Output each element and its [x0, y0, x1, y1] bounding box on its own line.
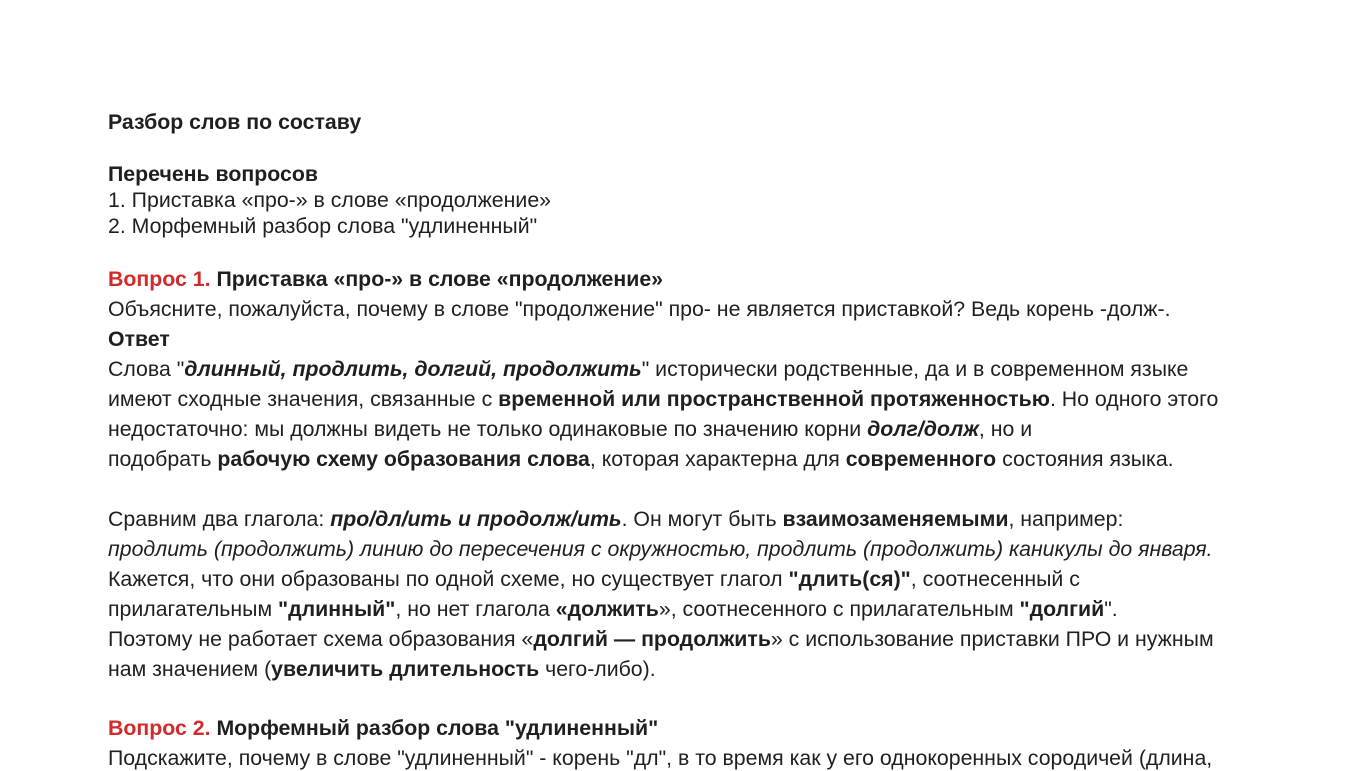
answer-paragraph-1-line-2 — [108, 387, 1218, 412]
answer-paragraph-2-line-5 — [108, 627, 1214, 652]
answer-label: Ответ — [108, 327, 170, 351]
question-1-text: Объясните, пожалуйста, почему в слове "продолжение" про- не является приставкой? Ведь корень -долж-. — [108, 297, 1171, 321]
text-run-bold: «должить — [555, 597, 659, 621]
text-run: Кажется, что они образованы по одной схеме, но существует глагол — [108, 567, 789, 591]
text-run: Сравним два глагола: — [108, 507, 331, 531]
text-run: Поэтому не работает схема образования « — [108, 627, 534, 651]
text-run: . Но одного этого — [1049, 387, 1219, 411]
text-run: Слова " — [108, 357, 185, 381]
text-run: нам значением ( — [108, 657, 272, 681]
answer-paragraph-1-line-4 — [108, 447, 1174, 472]
text-run-bold: увеличить длительность — [271, 657, 540, 681]
text-run: состояния языка. — [996, 447, 1174, 471]
question-2-text: Подскажите, почему в слове "удлиненный" - корень "дл", в то время как у его однокоренных сородичей (длина, — [108, 746, 1213, 770]
text-run: прилагательным — [108, 597, 279, 621]
text-run: » с использование приставки ПРО и нужным — [770, 627, 1214, 651]
answer-paragraph-2-line-1 — [108, 507, 1123, 532]
toc-item-1: 1. Приставка «про-» в слове «продолжение» — [108, 188, 552, 212]
text-run: , соотнесенный с — [910, 567, 1080, 591]
text-run: имеют сходные значения, связанные с — [108, 387, 499, 411]
text-run: , например: — [1008, 507, 1124, 531]
text-run-bold: "долгий — [1019, 597, 1105, 621]
answer-paragraph-2-line-6 — [108, 657, 656, 682]
question-1-title: Приставка «про-» в слове «продолжение» — [216, 267, 664, 291]
text-run-bold-italic: про/дл/ить и продолж/ить — [330, 507, 622, 531]
text-run: », соотнесенного с прилагательным — [658, 597, 1020, 621]
text-run-bold: временной или пространственной протяженностью — [498, 387, 1050, 411]
text-run: " исторически родственные, да и в современном языке — [641, 357, 1189, 381]
answer-paragraph-2-line-3 — [108, 567, 1080, 592]
answer-paragraph-1-line-3 — [108, 417, 1032, 442]
question-2-heading — [108, 716, 658, 741]
text-run-bold-italic: долг/долж — [867, 417, 979, 441]
text-run-bold: долгий — продолжить — [533, 627, 771, 651]
answer-paragraph-1-line-1 — [108, 357, 1188, 382]
text-run-bold: современного — [845, 447, 997, 471]
text-run: . Он могут быть — [621, 507, 783, 531]
toc-item-2: 2. Морфемный разбор слова "удлиненный" — [108, 214, 538, 238]
text-run: подобрать — [108, 447, 218, 471]
text-run: ". — [1104, 597, 1118, 621]
question-1-heading — [108, 267, 663, 292]
text-run-bold: "длинный" — [278, 597, 396, 621]
answer-paragraph-2-line-4 — [108, 597, 1118, 622]
toc-heading: Перечень вопросов — [108, 162, 318, 186]
question-2-title: Морфемный разбор слова "удлиненный" — [216, 716, 659, 740]
text-run: чего-либо). — [539, 657, 656, 681]
page-title: Разбор слов по составу — [108, 110, 362, 134]
question-1-label: Вопрос 1. — [108, 267, 211, 291]
question-2-label: Вопрос 2. — [108, 716, 211, 740]
text-run: , которая характерна для — [589, 447, 846, 471]
answer-paragraph-2-example: продлить (продолжить) линию до пересечения с окружностью, продлить (продолжить) каникулы до января. — [108, 537, 1213, 561]
text-run: недостаточно: мы должны видеть не только одинаковые по значению корни — [108, 417, 868, 441]
text-run: , но и — [978, 417, 1033, 441]
text-run-bold: рабочую схему образования слова — [217, 447, 590, 471]
text-run-bold-italic: длинный, продлить, долгий, продолжить — [184, 357, 642, 381]
text-run-bold: "длить(ся)" — [788, 567, 911, 591]
text-run: , но нет глагола — [395, 597, 556, 621]
text-run-bold: взаимозаменяемыми — [782, 507, 1009, 531]
